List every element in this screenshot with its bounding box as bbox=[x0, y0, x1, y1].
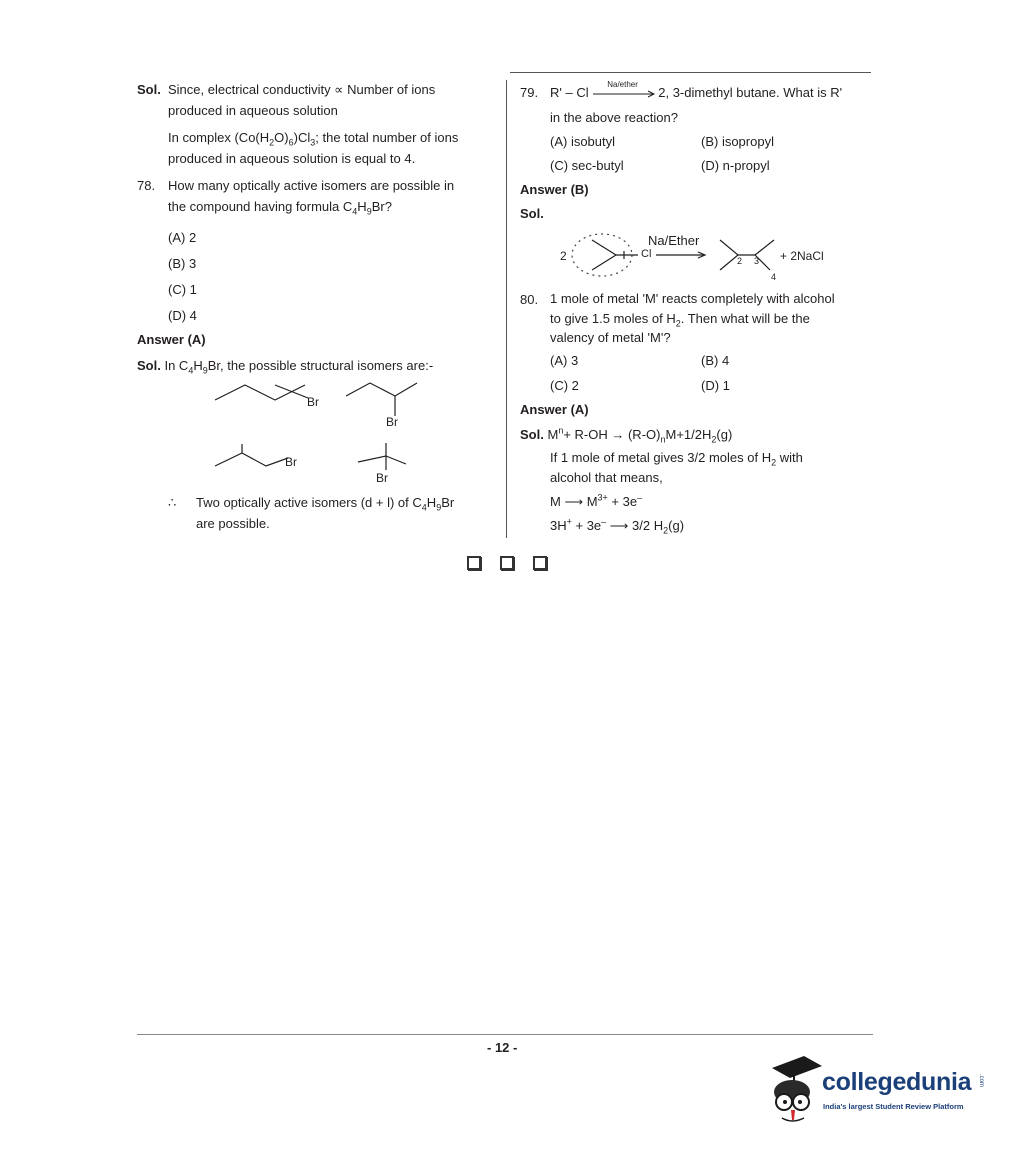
end-box-icon bbox=[500, 556, 514, 570]
brand-domain: .com bbox=[978, 1074, 984, 1088]
q80-line3: valency of metal 'M'? bbox=[550, 330, 671, 345]
isomer-1-bonds bbox=[215, 385, 305, 400]
sol77-line4: produced in aqueous solution is equal to 4. bbox=[168, 151, 416, 166]
scheme-reactant-bonds bbox=[592, 240, 616, 270]
sol77-label: Sol. bbox=[137, 82, 161, 97]
scheme-carbon-4: 4 bbox=[771, 272, 777, 282]
q79-line1 bbox=[550, 82, 842, 103]
scheme-product-left bbox=[720, 240, 738, 270]
conclusion-line2: are possible. bbox=[196, 516, 270, 531]
isomer-4-bond-left bbox=[358, 456, 386, 462]
isomer-structures bbox=[200, 378, 430, 490]
q80-number: 80. bbox=[520, 292, 539, 307]
sol77-line2: produced in aqueous solution bbox=[168, 103, 338, 118]
q79-option-c: (C) sec-butyl bbox=[550, 158, 624, 173]
q78-sol: Sol. In $C_4H_9Br$, the possible structural isomers are:- bbox=[137, 358, 434, 376]
q80-sol-eq2: M ⟶ $M^{3+} + 3e^-$ bbox=[550, 492, 643, 509]
q79-sol-label: Sol. bbox=[520, 206, 544, 221]
sol77-text bbox=[168, 79, 493, 121]
q78-option-a: (A) 2 bbox=[168, 230, 197, 245]
q79-reactant: R' – Cl bbox=[550, 85, 589, 100]
q79-product: 2, 3-dimethyl butane. What is R' bbox=[658, 85, 843, 100]
q78-option-c: (C) 1 bbox=[168, 282, 197, 297]
isomer-3-br: Br bbox=[285, 455, 297, 469]
scheme-cl: Cl bbox=[641, 248, 652, 260]
conclusion bbox=[196, 492, 496, 534]
scheme-carbon-3: 3 bbox=[754, 256, 760, 266]
therefore-symbol: ∴ bbox=[168, 495, 177, 510]
q79-answer: Answer (B) bbox=[520, 182, 589, 197]
isomer-4-br: Br bbox=[376, 471, 388, 485]
q80-option-c: (C) 2 bbox=[550, 378, 579, 393]
q80-option-b: (B) 4 bbox=[701, 353, 730, 368]
q80-text bbox=[550, 289, 875, 348]
brand-logo[interactable] bbox=[764, 1052, 994, 1124]
q80-sol-eq1: Sol. $M^n+ R-OH \to (R-O)_nM+1/2H_2(g)$ bbox=[520, 425, 733, 445]
q79-arrow bbox=[593, 80, 657, 97]
sol77-line3: In complex $(Co(H_2O)_6)Cl_3$; the total number of ions bbox=[168, 130, 459, 148]
brand-name: collegedunia bbox=[822, 1068, 972, 1096]
arrow-icon bbox=[593, 90, 657, 98]
scheme-byproduct: + 2NaCl bbox=[780, 249, 824, 263]
q79-reaction-scheme bbox=[556, 226, 846, 286]
column-divider bbox=[506, 80, 507, 538]
conclusion-line1: Two optically active isomers (d + l) of $C_4H_9Br$ bbox=[196, 495, 455, 513]
q78-option-b: (B) 3 bbox=[168, 256, 197, 271]
q80-answer: Answer (A) bbox=[520, 402, 589, 417]
q80-sol-line2: alcohol that means, bbox=[550, 470, 663, 485]
mascot-icon bbox=[764, 1052, 824, 1124]
q80-line1: 1 mole of metal 'M' reacts completely with alcohol bbox=[550, 291, 835, 306]
q78-line1: How many optically active isomers are possible in bbox=[168, 178, 455, 193]
q80-option-d: (D) 1 bbox=[701, 378, 730, 393]
q79-option-b: (B) isopropyl bbox=[701, 134, 774, 149]
q79-number: 79. bbox=[520, 85, 539, 100]
scheme-reagent: Na/Ether bbox=[648, 233, 700, 248]
q80-line2: to give 1.5 moles of $H_2$. Then what will be the bbox=[550, 310, 810, 329]
footer-rule bbox=[137, 1034, 873, 1035]
q79-line2: in the above reaction? bbox=[550, 110, 678, 125]
page-number: - 12 - bbox=[487, 1040, 518, 1055]
q79-option-a: (A) isobutyl bbox=[550, 134, 616, 149]
q80-sol-text bbox=[550, 448, 875, 488]
q78-option-d: (D) 4 bbox=[168, 308, 197, 323]
scheme-carbon-2: 2 bbox=[737, 256, 743, 266]
end-box-icon bbox=[467, 556, 481, 570]
top-rule bbox=[510, 72, 871, 73]
q78-options bbox=[168, 225, 197, 329]
isomer-2-bonds bbox=[346, 383, 417, 396]
q78-text bbox=[168, 175, 498, 217]
q79-option-d: (D) n-propyl bbox=[701, 158, 770, 173]
scheme-coefficient: 2 bbox=[560, 249, 567, 263]
q79-reagent: Na/ether bbox=[607, 80, 638, 89]
q78-number: 78. bbox=[137, 178, 156, 193]
q78-line2: the compound having formula $C_4H_9Br$? bbox=[168, 199, 392, 217]
q80-option-a: (A) 3 bbox=[550, 353, 579, 368]
scheme-product-right-up bbox=[755, 240, 774, 255]
isomer-3-bonds bbox=[215, 444, 242, 466]
isomer-3-bonds-b bbox=[242, 453, 288, 466]
q80-sol-eq3: 3H+ + 3e– ⟶ 3/2 $H_2(g)$ bbox=[550, 516, 685, 536]
sol77-text-2 bbox=[168, 127, 493, 169]
q80-sol-line1: If 1 mole of metal gives 3/2 moles of $H_2$ with bbox=[550, 450, 803, 468]
isomer-2-br: Br bbox=[386, 415, 398, 429]
isomer-1-c-br-bond bbox=[275, 385, 308, 398]
sol77-line1: Since, electrical conductivity ∝ Number of ions bbox=[168, 82, 436, 97]
q78-answer: Answer (A) bbox=[137, 332, 206, 347]
isomer-4-bond-right bbox=[386, 456, 406, 464]
end-box-icon bbox=[533, 556, 547, 570]
brand-tagline: India's largest Student Review Platform bbox=[823, 1102, 964, 1111]
isomer-1-br: Br bbox=[307, 395, 319, 409]
